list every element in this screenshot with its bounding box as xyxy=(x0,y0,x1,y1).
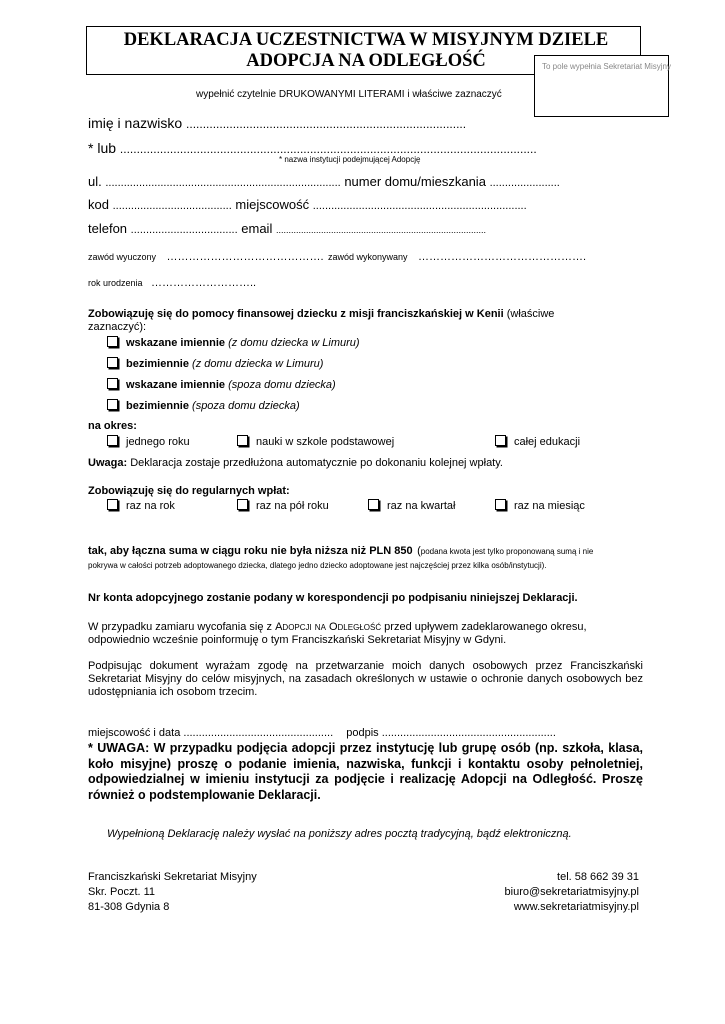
minimum-sum-note-line2: pokrywa w całości potrzeb adoptowanego dziecka, dlatego jedno dziecko adoptowane jest najczęściej przez kilka osób/instytucji). xyxy=(88,561,547,570)
office-use-note: To pole wypełnia Sekretariat Misyjny xyxy=(542,62,671,71)
street-label: ul. xyxy=(88,174,102,189)
institution-note: * nazwa instytucji podejmującej Adopcję xyxy=(279,155,421,164)
house-number-label: numer domu/mieszkania xyxy=(344,174,486,189)
checkbox[interactable] xyxy=(107,357,118,368)
signature-field[interactable]: ......................................................... xyxy=(381,727,556,739)
period-note-text: Deklaracja zostaje przedłużona automatycznie po dokonaniu kolejnej wpłaty. xyxy=(130,457,503,469)
email-field[interactable]: .................................................................................... xyxy=(275,225,487,235)
commitment-heading-note: (właściwe xyxy=(506,308,555,320)
commitment-heading-line2: zaznaczyć): xyxy=(88,321,147,333)
place-date-label: miejscowość i data xyxy=(88,727,181,739)
period-note xyxy=(88,457,503,469)
payment-option-1[interactable]: raz na rok xyxy=(107,499,175,512)
institution-label: * lub xyxy=(88,140,117,156)
period-label: na okres: xyxy=(88,420,137,432)
current-job-label: zawód wykonywany xyxy=(328,252,408,262)
phone-label: telefon xyxy=(88,221,128,236)
commitment-heading-bold: Zobowiązuję się do pomocy finansowej dziecku z misji franciszkańskiej w Kenii xyxy=(88,308,504,320)
payment-option-2[interactable]: raz na pół roku xyxy=(237,499,329,512)
checkbox[interactable] xyxy=(368,499,379,510)
period-option-3[interactable]: całej edukacji xyxy=(495,435,580,448)
title-line-2: ADOPCJA NA ODLEGŁOŚĆ xyxy=(246,51,486,71)
commitment-option-2[interactable]: bezimiennie (z domu dziecka w Limuru) xyxy=(107,357,323,370)
payment-option-4[interactable]: raz na miesiąc xyxy=(495,499,585,512)
email-label: email xyxy=(241,221,273,236)
send-instruction: Wypełnioną Deklarację należy wysłać na poniższy adres pocztą tradycyjną, bądź elektroniczną. xyxy=(107,828,572,840)
title-line-1: DEKLARACJA UCZESTNICTWA W MISYJNYM DZIELE xyxy=(123,30,609,50)
commitment-option-1[interactable]: wskazane imiennie (z domu dziecka w Limuru) xyxy=(107,336,360,349)
learned-job-label: zawód wyuczony xyxy=(88,252,157,262)
city-row[interactable] xyxy=(88,197,527,212)
checkbox[interactable] xyxy=(237,499,248,510)
name-label: imię i nazwisko xyxy=(88,115,183,131)
name-row[interactable] xyxy=(88,115,466,131)
street-field[interactable]: ............................................................................. xyxy=(105,177,341,189)
phone-field[interactable]: ................................... xyxy=(130,224,238,236)
city-field[interactable]: ...................................................................... xyxy=(312,200,527,212)
postal-city: 81-308 Gdynia 8 xyxy=(88,901,170,913)
commitment-option-4[interactable]: bezimiennie (spoza domu dziecka) xyxy=(107,399,300,412)
contact-info xyxy=(440,870,639,915)
checkbox[interactable] xyxy=(237,435,248,446)
commitment-heading xyxy=(88,308,643,321)
postal-code-field[interactable]: ....................................... xyxy=(112,200,232,212)
period-option-2[interactable]: nauki w szkole podstawowej xyxy=(237,435,394,448)
minimum-sum: tak, aby łączna suma w ciągu roku nie była niższa niż PLN 850 (podana kwota jest tylko proponowaną sumą i nie xyxy=(88,545,594,557)
website[interactable]: www.sekretariatmisyjny.pl xyxy=(513,901,639,913)
commitment-option-3[interactable]: wskazane imiennie (spoza domu dziecka) xyxy=(107,378,336,391)
signature-label: podpis xyxy=(346,727,379,739)
withdrawal-paragraph: W przypadku zamiaru wycofania się z Adopcji na Odległość przed upływem zadeklarowanego okresu, odpowiednio wcześnie poinformuję o tym Franciszkański Sekretariat Misyjny w Gdyni. xyxy=(88,621,587,646)
learned-job-field[interactable]: ……………………………………. xyxy=(166,251,324,263)
birth-year-field[interactable]: ……………………….. xyxy=(151,277,257,289)
institution-warning: * UWAGA: W przypadku podjęcia adopcji przez instytucję lub grupę osób (np. szkoła, klasa, koło misyjne) proszę o podanie imienia, nazwiska, funkcji i kontaktu osoby pełnoletniej, odpowiedzialnej w imieniu instytucji za podjęcie i realizację Adopcji na Odległość. Proszę również o podstemplowanie Deklaracji. xyxy=(88,741,643,802)
email-address[interactable]: biuro@sekretariatmisyjny.pl xyxy=(504,886,639,898)
payments-label: Zobowiązuję się do regularnych wpłat: xyxy=(88,485,290,497)
address-row[interactable] xyxy=(88,174,560,189)
current-job-field[interactable]: ………………………………………. xyxy=(418,251,587,263)
profession-row[interactable] xyxy=(88,247,586,265)
fill-instruction: wypełnić czytelnie DRUKOWANYMI LITERAMI i właściwe zaznaczyć xyxy=(196,89,502,100)
postal-code-label: kod xyxy=(88,197,109,212)
payment-option-3[interactable]: raz na kwartał xyxy=(368,499,455,512)
checkbox[interactable] xyxy=(107,378,118,389)
period-option-1[interactable]: jednego roku xyxy=(107,435,190,448)
checkbox[interactable] xyxy=(495,499,506,510)
adoption-name: Adopcji na Odległość xyxy=(275,621,382,633)
checkbox[interactable] xyxy=(107,399,118,410)
account-note: Nr konta adopcyjnego zostanie podany w korespondencji po podpisaniu niniejszej Deklaracji. xyxy=(88,592,578,604)
org-name: Franciszkański Sekretariat Misyjny xyxy=(88,871,257,883)
signature-row[interactable] xyxy=(88,727,556,739)
birth-year-label: rok urodzenia xyxy=(88,278,143,288)
birth-year-row[interactable] xyxy=(88,273,256,291)
po-box: Skr. Poczt. 11 xyxy=(88,886,156,898)
institution-row[interactable] xyxy=(88,140,537,156)
minimum-sum-note: podana kwota jest tylko proponowaną sumą i nie xyxy=(420,547,594,556)
place-date-field[interactable]: ................................................. xyxy=(183,727,334,739)
minimum-sum-text: tak, aby łączna suma w ciągu roku nie była niższa niż PLN 850 xyxy=(88,545,413,557)
house-number-field[interactable]: ....................... xyxy=(489,177,560,189)
city-label: miejscowość xyxy=(235,197,310,212)
postal-address xyxy=(88,870,257,915)
checkbox[interactable] xyxy=(107,435,118,446)
data-consent-paragraph: Podpisując dokument wyrażam zgodę na przetwarzanie moich danych osobowych przez Franciszkański Sekretariat Misyjny do celów misyjnych, na zasadach określonych w ustawie o ochronie danych osobowych bez udostępniania ich osobom trzecim. xyxy=(88,660,643,698)
period-note-label: Uwaga: xyxy=(88,457,128,469)
contact-row[interactable] xyxy=(88,221,486,236)
phone-number: tel. 58 662 39 31 xyxy=(557,871,639,883)
name-field[interactable]: .................................................................................... xyxy=(186,117,467,131)
checkbox[interactable] xyxy=(495,435,506,446)
institution-field[interactable]: ............................................................................................................................. xyxy=(119,142,537,156)
checkbox[interactable] xyxy=(107,336,118,347)
checkbox[interactable] xyxy=(107,499,118,510)
